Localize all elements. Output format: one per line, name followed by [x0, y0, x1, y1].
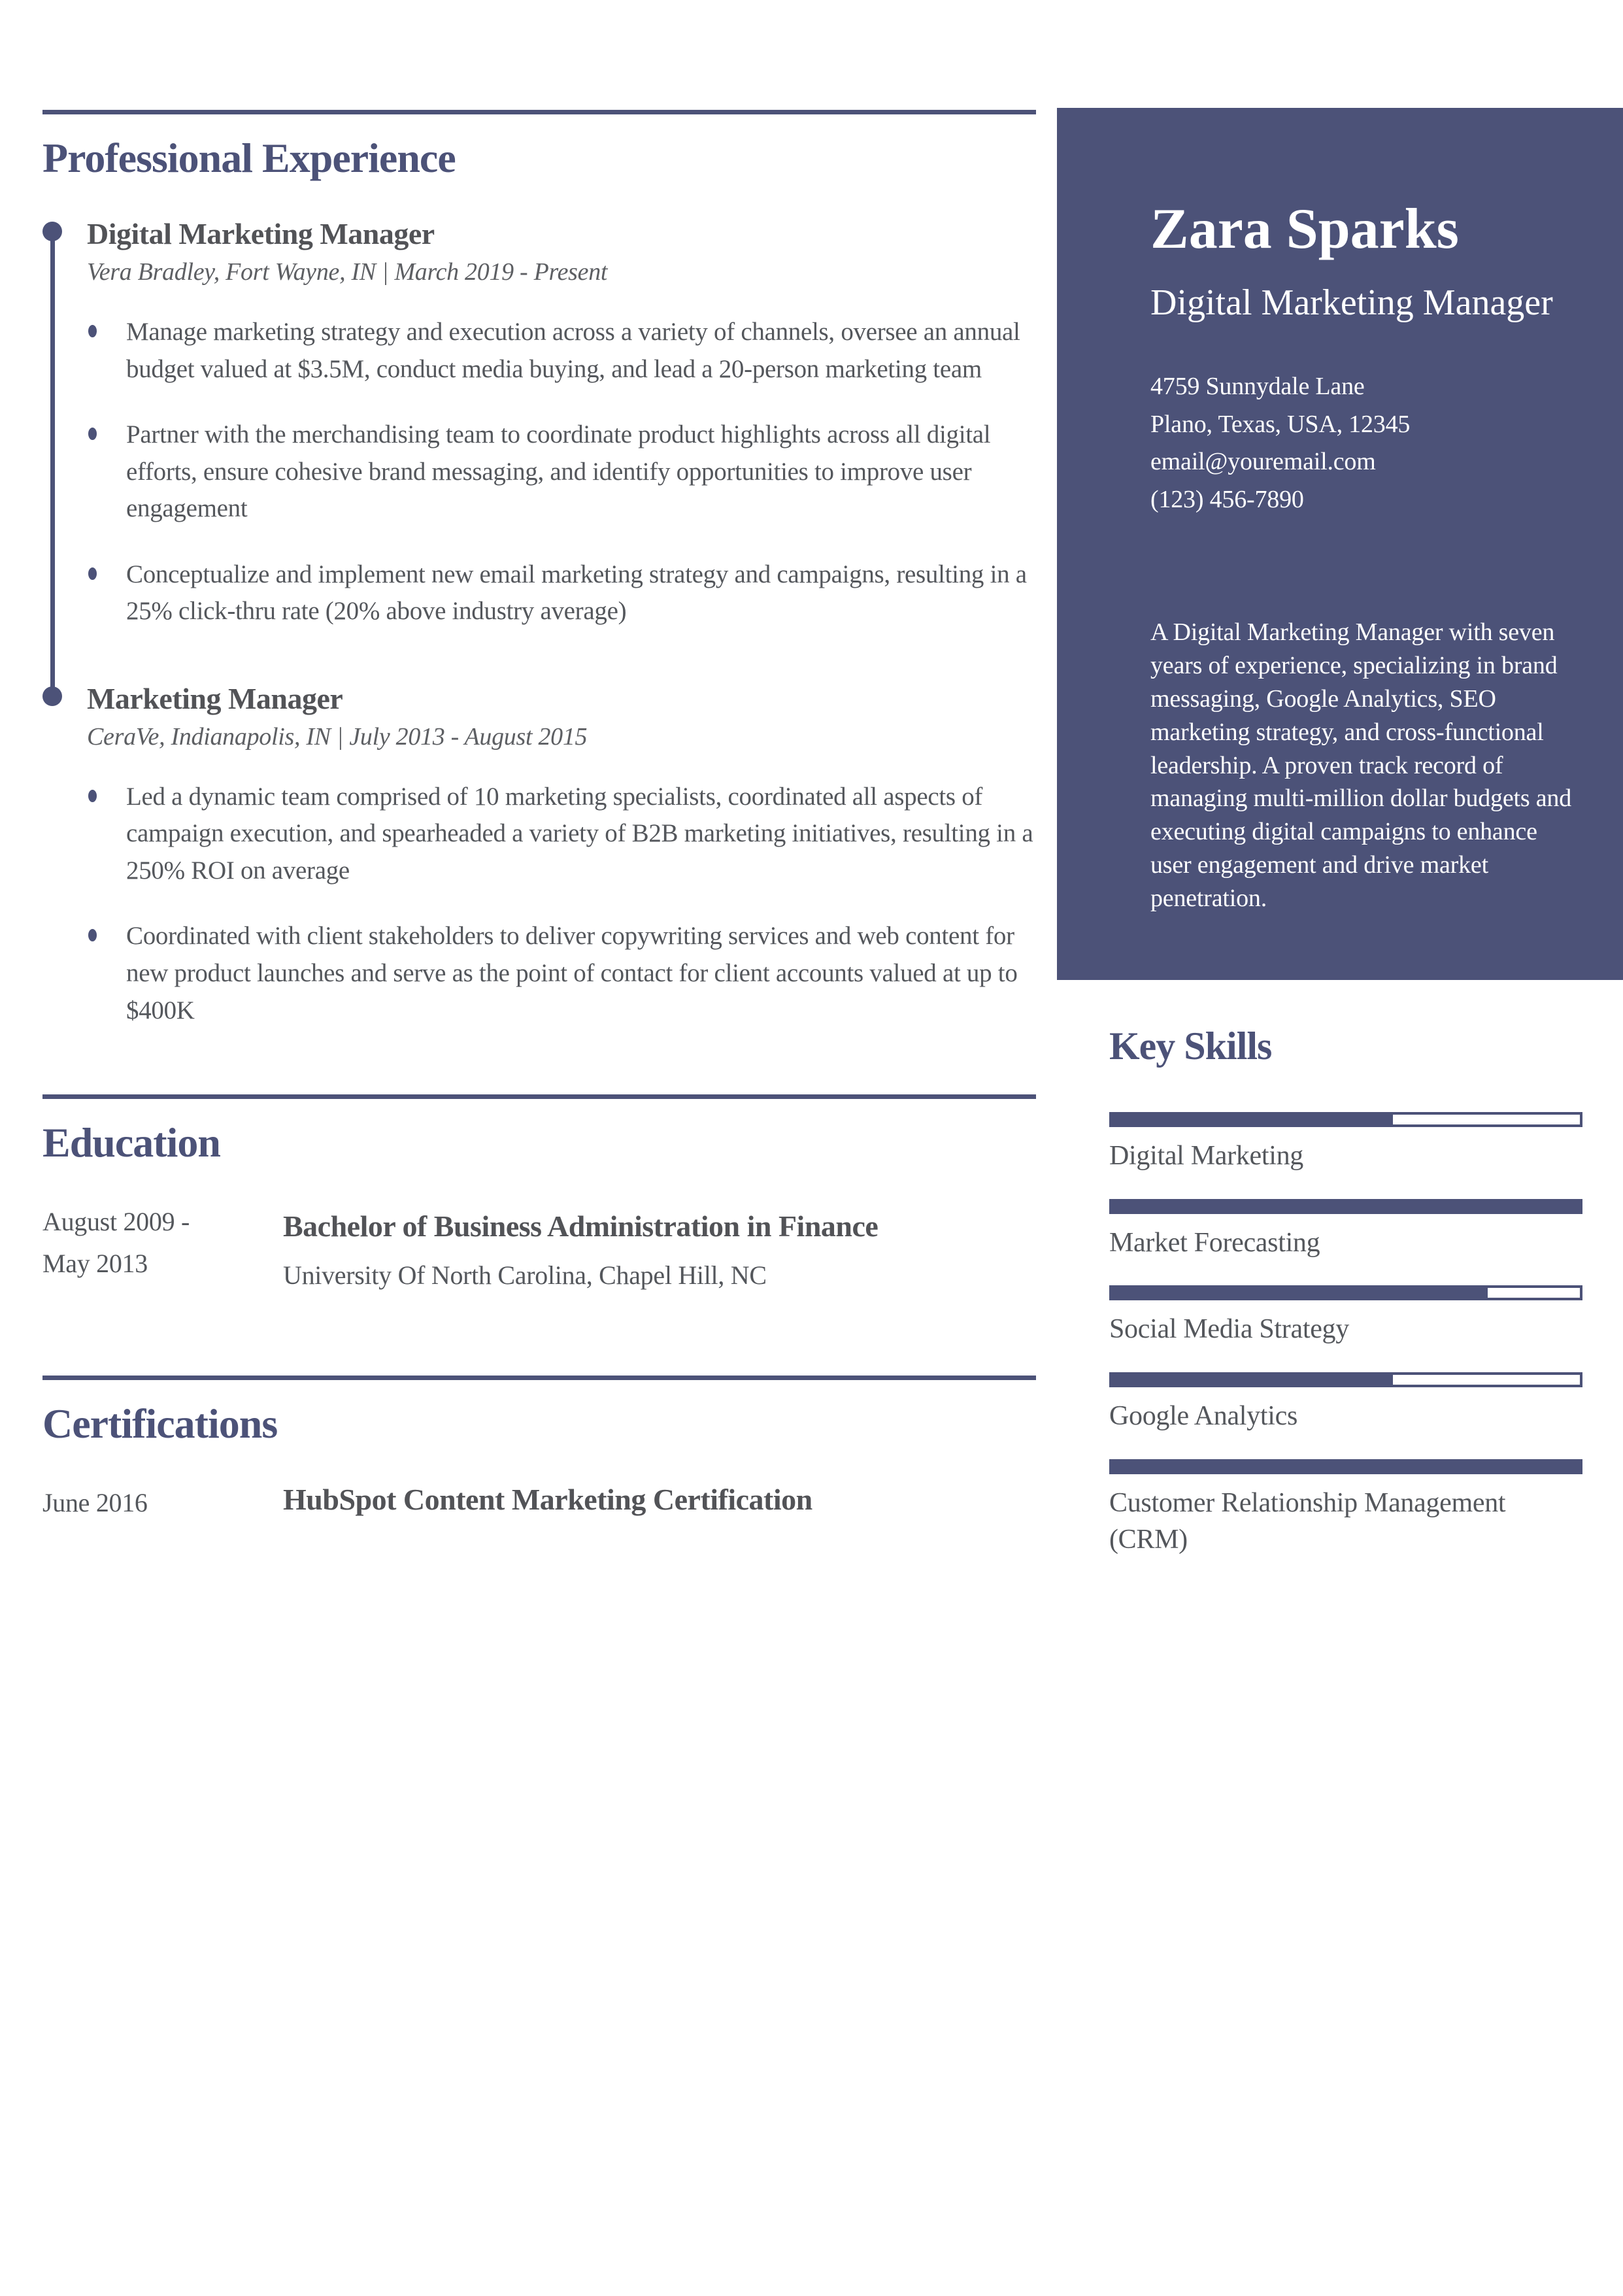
- skill-item: [1109, 1459, 1582, 1559]
- skill-label: Digital Marketing: [1109, 1141, 1304, 1171]
- skill-bar-track: [1393, 1112, 1582, 1127]
- skill-bar-track: [1393, 1372, 1582, 1387]
- education-entry: [42, 1201, 1036, 1291]
- skills-list: [1109, 1112, 1582, 1559]
- skill-bar: [1109, 1199, 1582, 1214]
- skill-label: Market Forecasting: [1109, 1227, 1320, 1258]
- main-column: [42, 0, 1036, 1524]
- timeline-dot: [42, 686, 62, 706]
- skill-item: [1109, 1199, 1582, 1262]
- email-text: email@youremail.com: [1150, 448, 1376, 476]
- skill-bar-fill: [1109, 1112, 1393, 1127]
- skill-label: Google Analytics: [1109, 1401, 1297, 1432]
- skill-bar: [1109, 1285, 1582, 1300]
- job-bullet-list: [87, 314, 1036, 630]
- key-skills-heading: Key Skills: [1109, 1024, 1272, 1068]
- key-skills-section: [1109, 1024, 1582, 1583]
- job-bullet: Coordinated with client stakeholders to deliver copywriting services and web content for new product launches and serve as the point of contact for client accounts valued at up to $400K: [87, 918, 1036, 1029]
- job-title: Marketing Manager: [87, 681, 343, 715]
- section-divider: [42, 1376, 1036, 1380]
- experience-timeline: [42, 216, 1036, 1029]
- person-title: Digital Marketing Manager: [1150, 282, 1553, 323]
- sidebar-card: [1057, 108, 1623, 980]
- timeline-dot: [42, 222, 62, 241]
- address-line1: 4759 Sunnydale Lane: [1150, 372, 1365, 400]
- school-name: University Of North Carolina, Chapel Hill, NC: [283, 1260, 767, 1291]
- job-entry: [87, 216, 1036, 630]
- skill-label: Social Media Strategy: [1109, 1314, 1349, 1345]
- job-meta: Vera Bradley, Fort Wayne, IN | March 2019 - Present: [87, 258, 608, 286]
- education-details: [283, 1201, 1036, 1291]
- job-title: Digital Marketing Manager: [87, 217, 435, 250]
- job-bullet: Led a dynamic team comprised of 10 marketing specialists, coordinated all aspects of campaign execution, and spearheaded a variety of B2B marketing initiatives, resulting in a 250% ROI on average: [87, 779, 1036, 890]
- skill-bar: [1109, 1112, 1582, 1127]
- education-heading: Education: [42, 1119, 220, 1166]
- section-divider: [42, 1094, 1036, 1099]
- job-meta: CeraVe, Indianapolis, IN | July 2013 - August 2015: [87, 722, 588, 751]
- skill-item: [1109, 1372, 1582, 1435]
- certification-date: June 2016: [42, 1488, 148, 1518]
- education-dates: [42, 1201, 283, 1291]
- phone-text: (123) 456-7890: [1150, 486, 1304, 514]
- section-divider: [42, 110, 1036, 114]
- education-date-line1: August 2009 -: [42, 1207, 190, 1237]
- job-entry: [87, 681, 1036, 1029]
- degree-title: Bachelor of Business Administration in Finance: [283, 1209, 878, 1243]
- certification-entry: [42, 1482, 1036, 1524]
- skill-item: [1109, 1112, 1582, 1175]
- skill-bar: [1109, 1459, 1582, 1474]
- profile-summary: A Digital Marketing Manager with seven years of experience, specializing in brand messaging, Google Analytics, SEO marketing strategy, and cross-functional leadership. A proven track record of managing multi-million dollar budgets and executing digital campaigns to enhance user engagement and drive market penetration.: [1150, 618, 1572, 913]
- skill-bar-fill: [1109, 1285, 1488, 1300]
- timeline-connector-line: [50, 231, 55, 696]
- skill-bar: [1109, 1372, 1582, 1387]
- skill-bar-track: [1488, 1285, 1582, 1300]
- skill-bar-fill: [1109, 1372, 1393, 1387]
- certifications-heading: Certifications: [42, 1400, 278, 1447]
- contact-block: [1150, 368, 1582, 519]
- skill-bar-fill: [1109, 1459, 1582, 1474]
- skill-item: [1109, 1285, 1582, 1348]
- job-bullet-list: [87, 779, 1036, 1029]
- experience-heading: Professional Experience: [42, 135, 456, 181]
- job-bullet: Manage marketing strategy and execution across a variety of channels, oversee an annual budget valued at $3.5M, conduct media buying, and lead a 20-person marketing team: [87, 314, 1036, 388]
- skill-label: Customer Relationship Management (CRM): [1109, 1487, 1506, 1555]
- certification-name: HubSpot Content Marketing Certification: [283, 1483, 812, 1517]
- job-bullet: Conceptualize and implement new email marketing strategy and campaigns, resulting in a 25% click-thru rate (20% above industry average): [87, 556, 1036, 630]
- address-line2: Plano, Texas, USA, 12345: [1150, 410, 1411, 438]
- skill-bar-fill: [1109, 1199, 1582, 1214]
- education-date-line2: May 2013: [42, 1249, 148, 1279]
- job-bullet: Partner with the merchandising team to coordinate product highlights across all digital efforts, ensure cohesive brand messaging, and identify opportunities to improve user engagement: [87, 416, 1036, 528]
- person-name: Zara Sparks: [1150, 197, 1459, 261]
